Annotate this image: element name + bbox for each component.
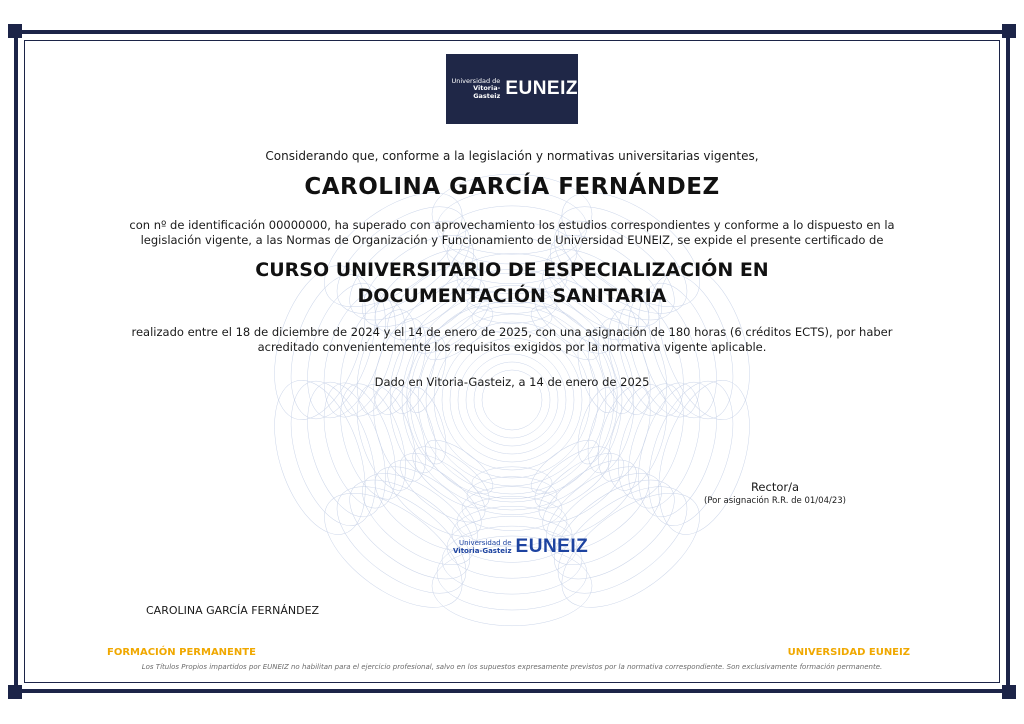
rector-subtitle: (Por asignación R.R. de 01/04/23) xyxy=(704,496,846,506)
course-title-line2: DOCUMENTACIÓN SANITARIA xyxy=(357,285,667,307)
corner-ornament xyxy=(8,24,22,38)
logo-text xyxy=(453,539,512,555)
recipient-name: CAROLINA GARCÍA FERNÁNDEZ xyxy=(304,174,720,200)
logo-line2: Vitoria-Gasteiz xyxy=(453,547,512,555)
logo-line1: Universidad de xyxy=(451,76,501,85)
intro-text: Considerando que, conforme a la legislación y normativas universitarias vigentes, xyxy=(265,149,759,163)
footer-right-label: UNIVERSIDAD EUNEIZ xyxy=(787,647,910,658)
issue-place-date: Dado en Vitoria-Gasteiz, a 14 de enero de 2025 xyxy=(374,375,650,389)
corner-ornament xyxy=(1002,685,1016,699)
course-title-line1: CURSO UNIVERSITARIO DE ESPECIALIZACIÓN EN xyxy=(255,259,769,281)
footer-left-label: FORMACIÓN PERMANENTE xyxy=(107,647,256,658)
course-title xyxy=(0,257,1024,309)
logo-text xyxy=(446,78,500,101)
inner-frame xyxy=(24,40,1000,683)
corner-ornament xyxy=(1002,24,1016,38)
university-logo-bottom xyxy=(453,536,588,558)
rector-title: Rector/a xyxy=(750,480,800,494)
student-signature-name: CAROLINA GARCÍA FERNÁNDEZ xyxy=(146,604,320,617)
university-logo-top xyxy=(446,54,578,124)
certification-paragraph: con nº de identificación 00000000, ha superado con aprovechamiento los estudios correspondientes y conforme a lo dispuesto en la legislación vigente, a las Normas de Organización y Funcionamiento de Universidad EUNEIZ, se expide el presente certificado de xyxy=(129,218,895,247)
logo-wordmark: EUNEIZ xyxy=(515,536,589,557)
logo-line2: Vitoria-Gasteiz xyxy=(473,84,501,100)
corner-ornament xyxy=(8,685,22,699)
logo-wordmark: EUNEIZ xyxy=(505,78,578,99)
rector-signature-block xyxy=(700,480,850,506)
logo-line1: Universidad de xyxy=(458,539,512,547)
course-details-paragraph: realizado entre el 18 de diciembre de 2024 y el 14 de enero de 2025, con una asignación de 180 horas (6 créditos ECTS), por haber acreditado convenientemente los requisitos exigidos por la normativa vigente aplicable. xyxy=(131,325,893,354)
footer-disclaimer: Los Títulos Propios impartidos por EUNEIZ no habilitan para el ejercicio profesional, salvo en los supuestos expresamente previstos por la normativa correspondiente. Son exclusivamente formación permanente. xyxy=(141,663,883,671)
